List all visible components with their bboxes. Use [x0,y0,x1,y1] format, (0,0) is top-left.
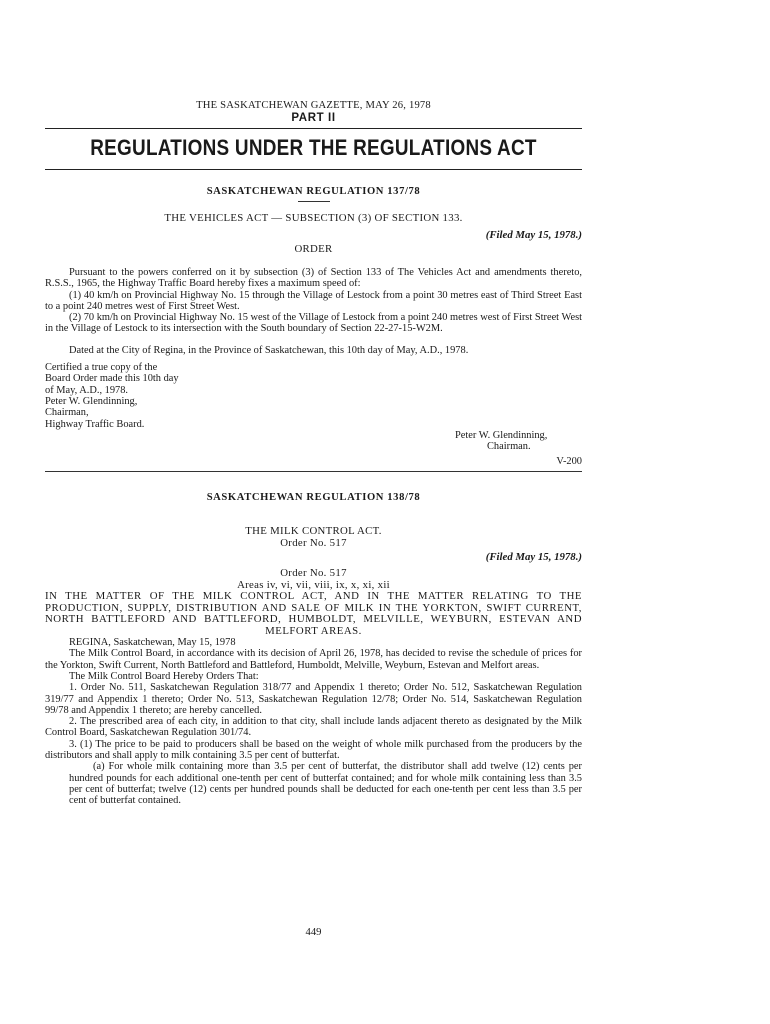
regulation-138-para-2: The Milk Control Board Hereby Orders That: [69,670,259,682]
section-divider [45,471,582,472]
certified-line: of May, A.D., 1978. [45,384,129,396]
title-rule [45,169,582,170]
left-signature-line: Chairman, [45,407,89,419]
header-rule [45,128,582,129]
regulation-137-number: SASKATCHEWAN REGULATION 137/78 [206,186,421,197]
certified-copy-block [45,362,582,430]
right-signature-line: Peter W. Glendinning, [455,429,548,441]
regulation-138-number: SASKATCHEWAN REGULATION 138/78 [206,492,421,504]
regulation-137-order-heading: ORDER [294,243,333,255]
gazette-page [45,96,582,807]
regulation-137-item-1: (1) 40 km/h on Provincial Highway No. 15 through the Village of Lestock from a point 30 metres east of Third Street East to a point 240 metres west of First Street West. [45,289,582,312]
certified-line: Board Order made this 10th day [45,373,179,385]
regulation-138-para-1: The Milk Control Board, in accordance with its decision of April 26, 1978, has decided to revise the schedule of prices for the Yorkton, Swift Current, North Battleford and Battleford, Humboldt, Melville, Weyburn, Estevan and Melfort areas. [45,648,582,671]
regulation-138-section-2: 2. The prescribed area of each city, in addition to that city, shall include lands adjacent thereto as designated by the Milk Control Board, Saskatchewan Regulation 301/74. [45,716,582,739]
regulation-137-act: THE VEHICLES ACT — SUBSECTION (3) OF SECTION 133. [164,212,463,224]
regulation-137-preamble: Pursuant to the powers conferred on it by subsection (3) of Section 133 of The Vehicles Act and amendments thereto, R.S.S., 1965, the Highway Traffic Board hereby fixes a maximum speed of: [45,267,582,290]
regulation-138-section-3a: (a) For whole milk containing more than 3.5 per cent of butterfat, the distributor shall add twelve (12) cents per hundred pounds for each additional one-tenth per cent of butterfat contained; and for whole milk containing less than 3.5 per cent of butterfat; twelve (12) cents per hundred pounds shall be deducted for each one-tenth per cent less than 3.5 per cent of butterfat contained. [69,761,582,807]
regulation-138-section-3: 3. (1) The price to be paid to producers shall be based on the weight of whole milk purchased from the producers by the distributors and shall apply to milk containing 3.5 per cent of butterfat. [45,738,582,762]
regulation-137-filed: (Filed May 15, 1978.) [485,229,582,241]
regulation-138-act: THE MILK CONTROL ACT. [245,525,382,538]
right-signature-line: Chairman. [487,441,531,453]
page-title: REGULATIONS UNDER THE REGULATIONS ACT [90,135,537,160]
page-number: 449 [305,927,322,938]
gazette-header: THE SASKATCHEWAN GAZETTE, MAY 26, 1978 [196,100,431,111]
short-dash [298,201,330,202]
regulation-138-order-no: Order No. 517 [280,537,347,550]
left-signature-line: Highway Traffic Board. [45,418,145,430]
regulation-138-filed: (Filed May 15, 1978.) [485,551,582,564]
right-signature-block [455,430,582,453]
part-label: PART II [291,112,336,124]
regulation-138-section-1: 1. Order No. 511, Saskatchewan Regulation 318/77 and Appendix 1 thereto; Order No. 512, Saskatchewan Regulation 319/77 and Appendix 1 thereto; Order No. 513, Saskatchewan Regulation 12/78; Order No. 514, Saskatchewan Regulation 99/78 and Appendix 1 thereto; are hereby cancelled. [45,682,582,716]
left-signature-line: Peter W. Glendinning, [45,395,138,407]
regulation-138-place-date: REGINA, Saskatchewan, May 15, 1978 [69,637,236,649]
regulation-137-dated: Dated at the City of Regina, in the Province of Saskatchewan, this 10th day of May, A.D., 1978. [69,344,469,356]
regulation-137-ref: V-200 [556,456,582,468]
regulation-137-item-2: (2) 70 km/h on Provincial Highway No. 15 west of the Village of Lestock from a point 240 metres west of First Street West in the Village of Lestock to its intersection with the South boundary of Section 22-27-15-W2M. [45,312,582,335]
regulation-138-order-no-2: Order No. 517 [280,567,347,580]
certified-line: Certified a true copy of the [45,362,158,374]
regulation-138-areas: Areas iv, vi, vii, viii, ix, x, xi, xii [237,579,390,592]
regulation-138-matter: IN THE MATTER OF THE MILK CONTROL ACT, AND IN THE MATTER RELATING TO THE PRODUCTION, SUPPLY, DISTRIBUTION AND SALE OF MILK IN THE YORKTON, SWIFT CURRENT, NORTH BATTLEFORD AND BATTLEFORD, HUMBOLDT, MELVILLE, WEYBURN, ESTEVAN AND MELFORT AREAS. [45,590,582,637]
